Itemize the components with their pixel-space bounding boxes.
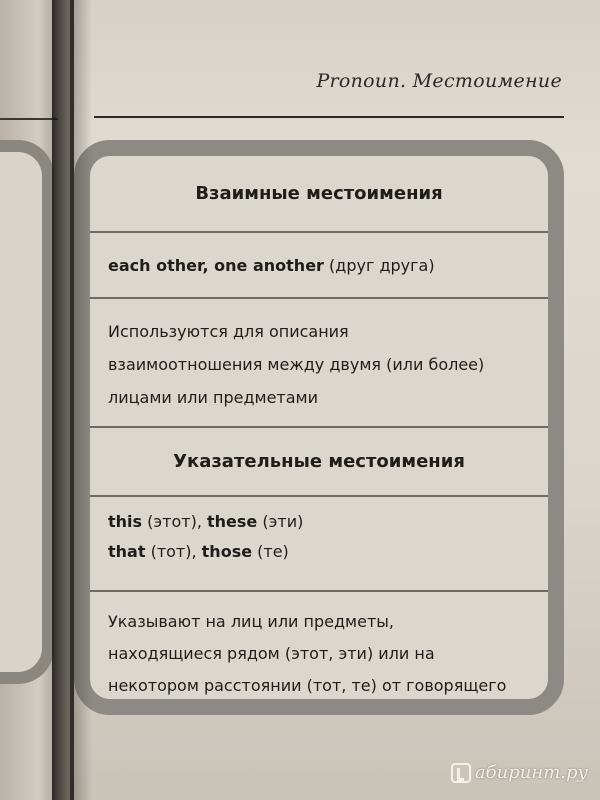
demonstrative-heading bbox=[90, 428, 548, 497]
pronoun-this: this bbox=[108, 512, 143, 531]
labirint-logo-icon bbox=[451, 763, 471, 783]
pronoun-this-gloss: (этот), bbox=[142, 512, 207, 531]
demonstrative-description-line: Указывают на лиц или предметы, bbox=[108, 612, 395, 631]
demonstrative-examples bbox=[90, 497, 548, 592]
reciprocal-heading bbox=[90, 156, 548, 233]
demonstrative-description bbox=[90, 592, 548, 701]
running-header: Pronoun. Местоимение bbox=[316, 70, 562, 92]
pronoun-table bbox=[74, 140, 564, 715]
right-page bbox=[74, 0, 600, 800]
reciprocal-examples bbox=[90, 233, 548, 299]
reciprocal-description bbox=[90, 299, 548, 428]
demonstrative-example-line bbox=[108, 537, 538, 567]
pronoun-those: those bbox=[201, 542, 253, 561]
pronoun-these-gloss: (эти) bbox=[257, 512, 304, 531]
demonstrative-description-line: находящиеся рядом (этот, эти) или на bbox=[108, 644, 435, 663]
left-page-rule bbox=[0, 118, 58, 120]
pronoun-these: these bbox=[207, 512, 258, 531]
watermark-text: абиринт.ру bbox=[474, 762, 588, 783]
left-page-frame bbox=[0, 140, 54, 684]
pronoun-that: that bbox=[108, 542, 146, 561]
reciprocal-description-line: лицами или предметами bbox=[108, 388, 319, 407]
book-gutter-shadow bbox=[52, 0, 92, 800]
reciprocal-description-line: взаимоотношения между двумя (или более) bbox=[108, 355, 485, 374]
watermark bbox=[451, 762, 588, 783]
header-rule bbox=[94, 116, 564, 118]
demonstrative-description-line: некотором расстоянии (тот, те) от говорящего bbox=[108, 676, 507, 695]
reciprocal-description-line: Используются для описания bbox=[108, 322, 349, 341]
reciprocal-example-words: each other, one another bbox=[108, 255, 324, 275]
reciprocal-example-gloss: (друг друга) bbox=[323, 255, 435, 275]
reciprocal-heading-text: Взаимные местоимения bbox=[195, 183, 443, 204]
demonstrative-example-line bbox=[108, 507, 538, 537]
demonstrative-heading-text: Указательные местоимения bbox=[173, 451, 465, 472]
pronoun-those-gloss: (те) bbox=[252, 542, 289, 561]
pronoun-that-gloss: (тот), bbox=[145, 542, 202, 561]
